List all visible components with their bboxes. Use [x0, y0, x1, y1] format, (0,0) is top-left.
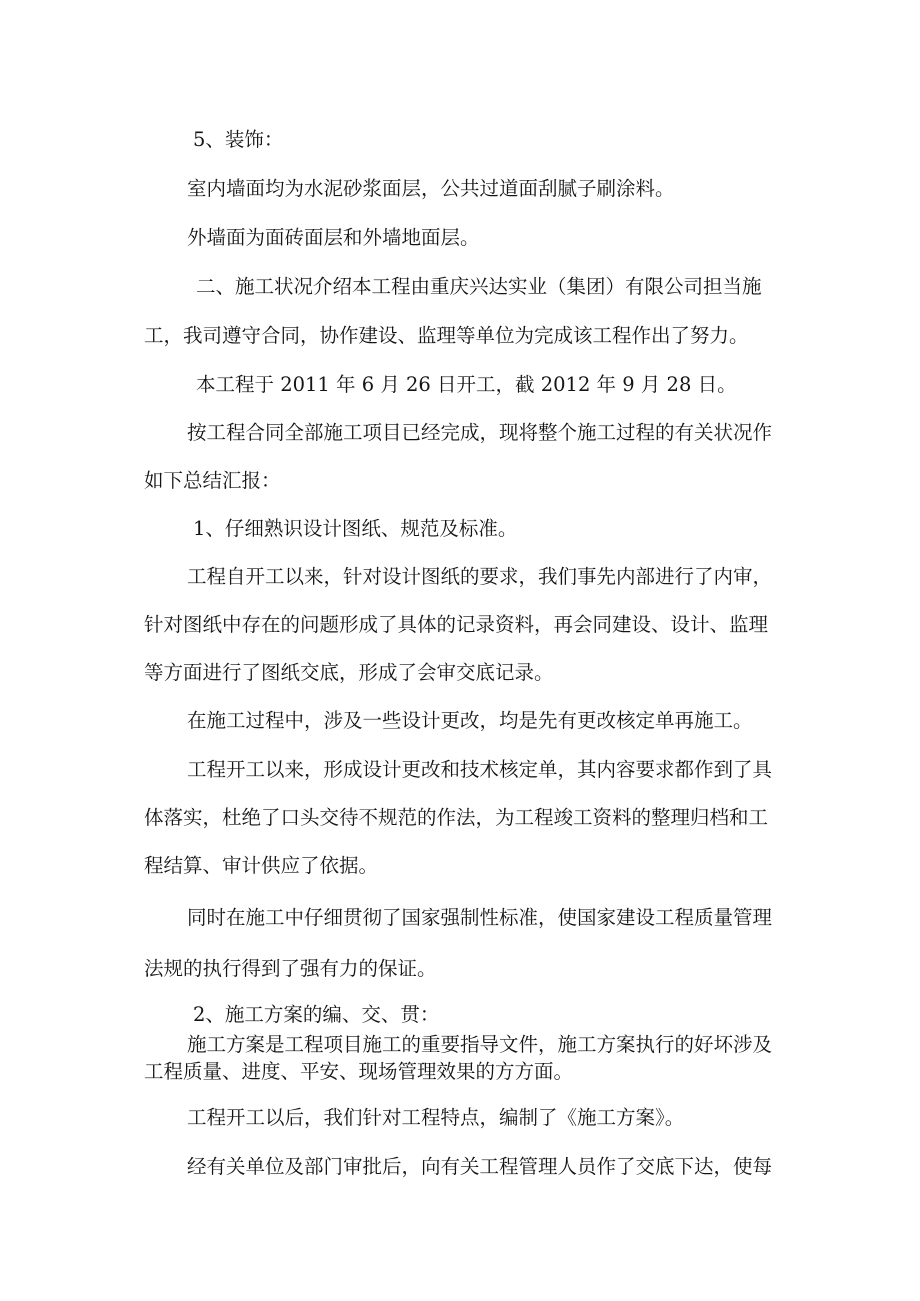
paragraph-line: 针对图纸中存在的问题形成了具体的记录资料，再会同建设、设计、监理: [144, 613, 769, 636]
paragraph-line: 经有关单位及部门审批后，向有关工程管理人员作了交底下达，使每: [187, 1155, 773, 1178]
paragraph-line: 工程开工以来，形成设计更改和技术核定单，其内容要求都作到了具: [187, 758, 773, 781]
section-heading-decoration: 5、装饰：: [193, 128, 284, 151]
paragraph-line: 工程自开工以来，针对设计图纸的要求，我们事先内部进行了内审，: [187, 565, 773, 588]
paragraph-line: 工程开工以后，我们针对工程特点，编制了《施工方案》。: [187, 1106, 685, 1129]
paragraph-line: 在施工过程中，涉及一些设计更改，均是先有更改核定单再施工。: [187, 709, 753, 732]
paragraph-line: 工，我司遵守合同，协作建设、监理等单位为完成该工程作出了努力。: [144, 324, 749, 347]
section-heading-construction: 二、施工状况介绍本工程由重庆兴达实业（集团）有限公司担当施: [196, 275, 762, 298]
subsection-heading-1: 1、仔细熟识设计图纸、规范及标准。: [193, 517, 518, 540]
paragraph-line: 如下总结汇报：: [144, 469, 281, 492]
paragraph-line: 本工程于 2011 年 6 月 26 日开工，截 2012 年 9 月 28 日。: [196, 373, 737, 396]
paragraph-line: 施工方案是工程项目施工的重要指导文件，施工方案执行的好坏涉及: [187, 1033, 773, 1056]
subsection-heading-2: 2、施工方案的编、交、贯：: [193, 1003, 440, 1026]
paragraph-line: 工程质量、进度、平安、现场管理效果的方方面。: [144, 1060, 574, 1083]
paragraph-line: 外墙面为面砖面层和外墙地面层。: [187, 226, 480, 249]
paragraph-line: 体落实，杜绝了口头交待不规范的作法，为工程竣工资料的整理归档和工: [144, 806, 769, 829]
paragraph-line: 按工程合同全部施工项目已经完成，现将整个施工过程的有关状况作: [187, 421, 773, 444]
paragraph-line: 室内墙面均为水泥砂浆面层，公共过道面刮腻子刷涂料。: [187, 177, 675, 200]
paragraph-line: 等方面进行了图纸交底，形成了会审交底记录。: [144, 661, 554, 684]
paragraph-line: 法规的执行得到了强有力的保证。: [144, 957, 437, 980]
paragraph-line: 同时在施工中仔细贯彻了国家强制性标准，使国家建设工程质量管理: [187, 906, 773, 929]
paragraph-line: 程结算、审计供应了依据。: [144, 854, 379, 877]
